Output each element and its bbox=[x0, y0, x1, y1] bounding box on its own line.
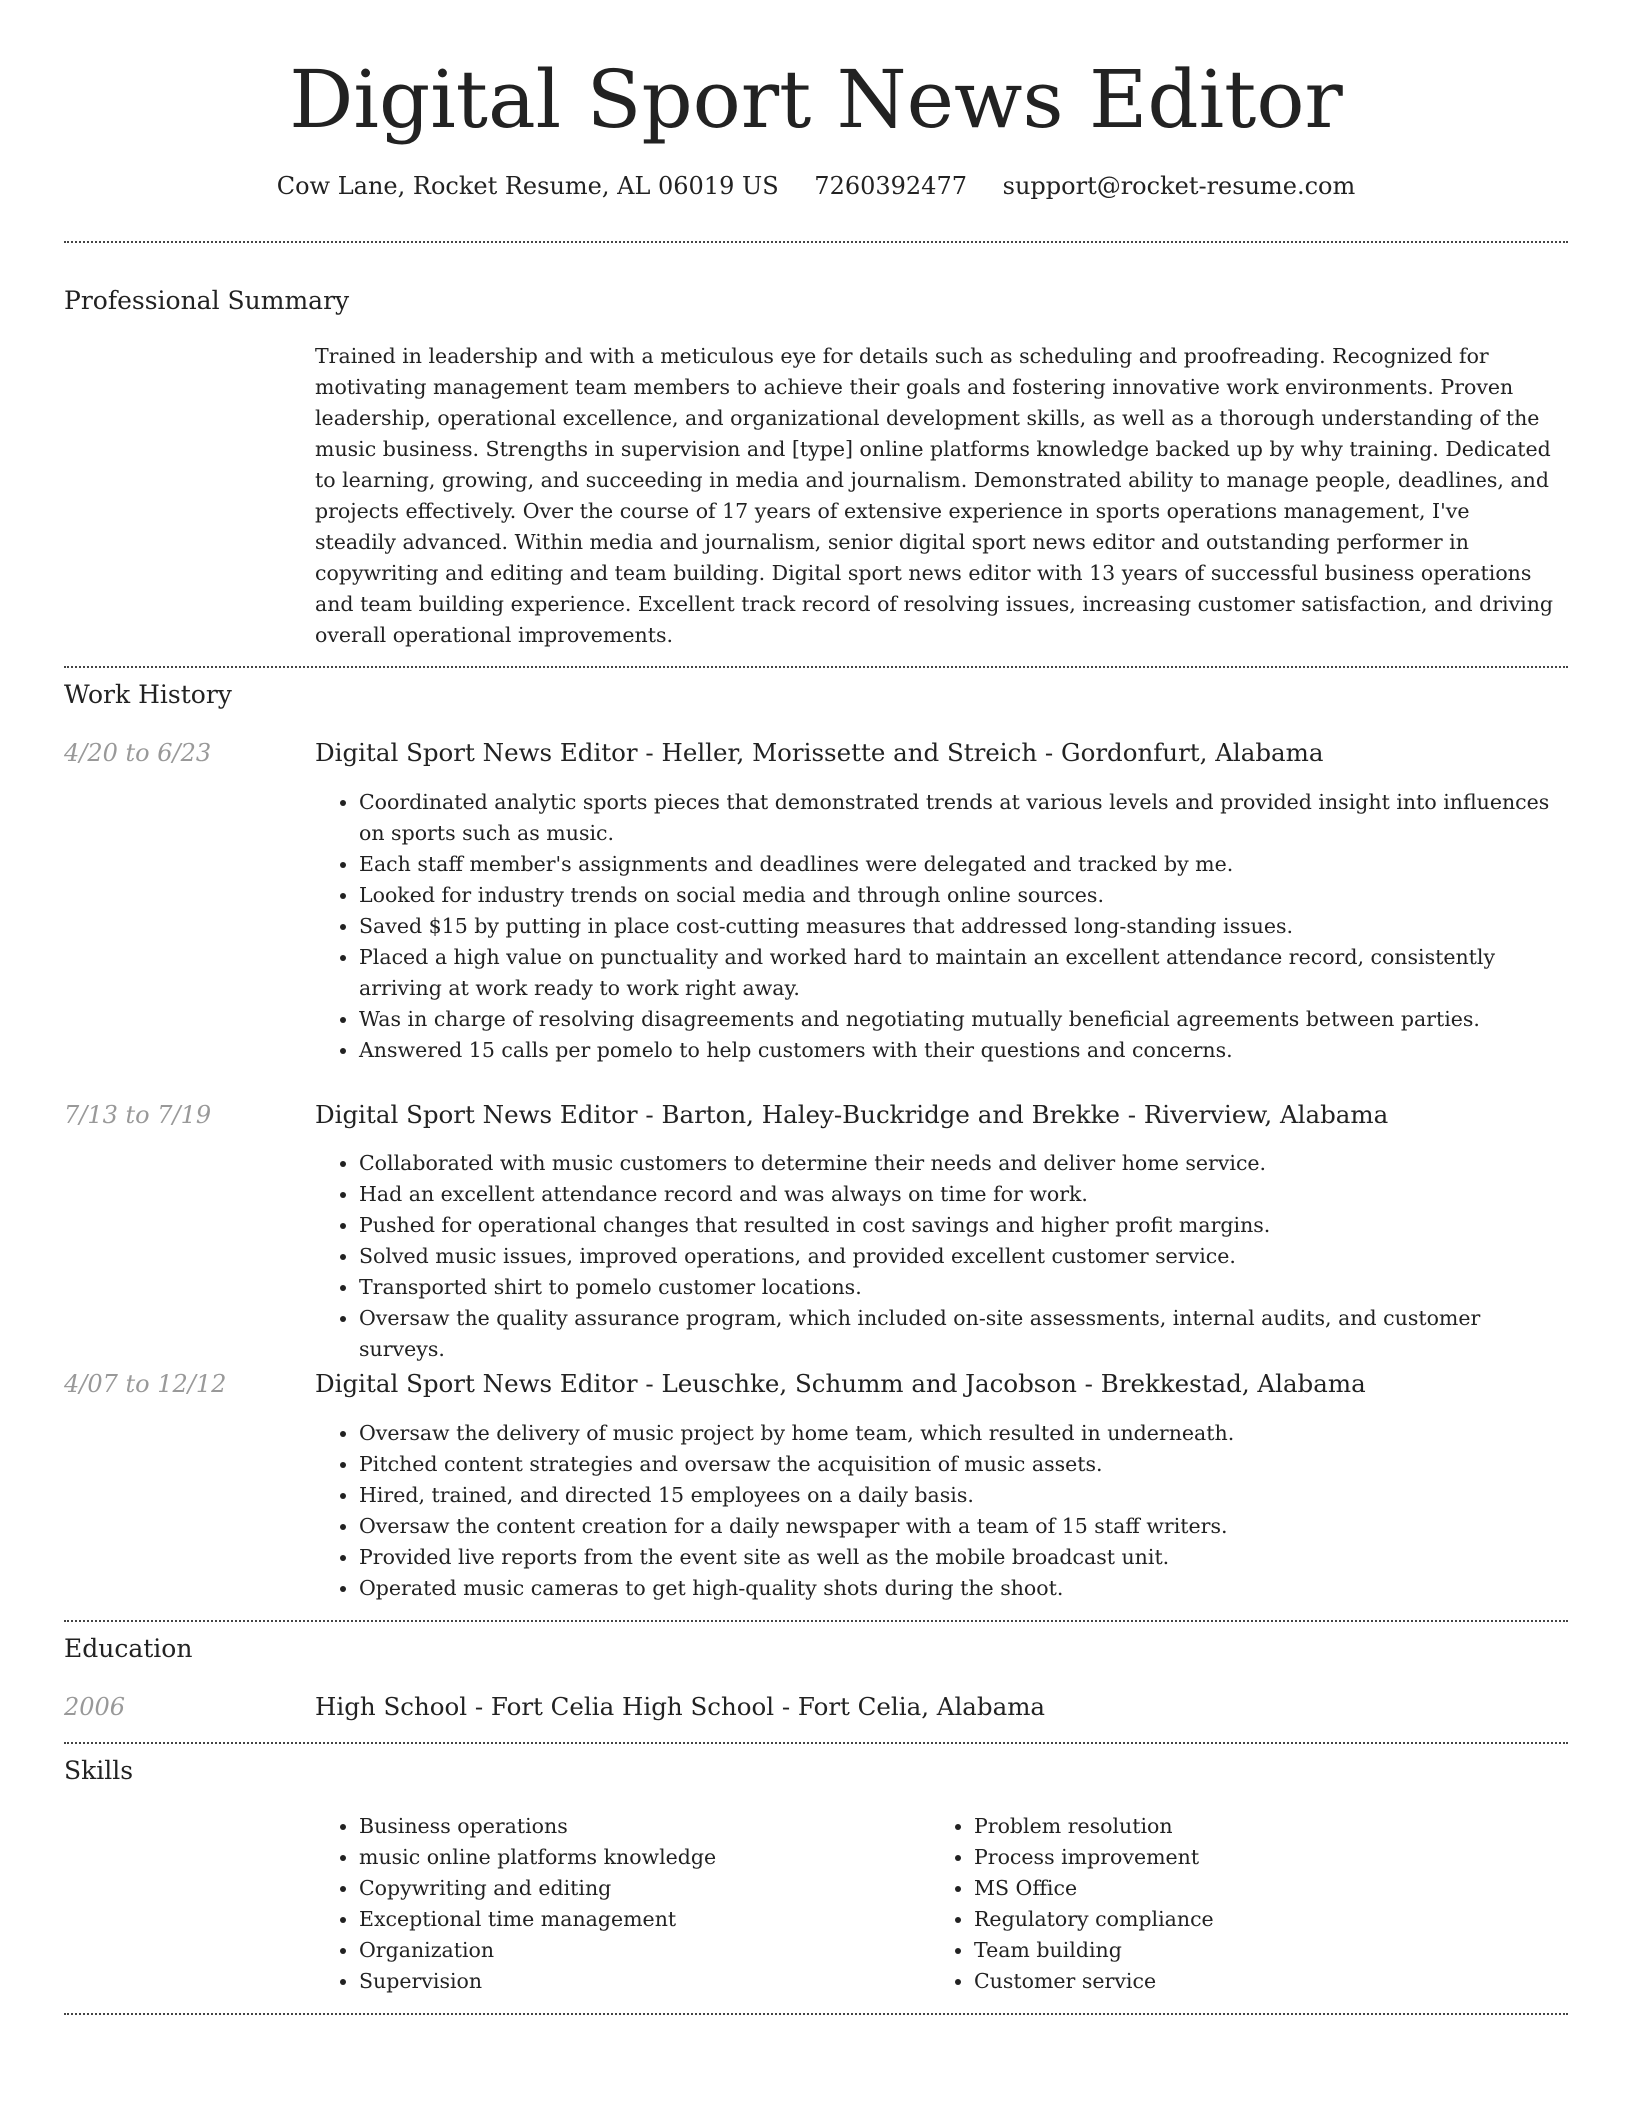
job-bullet: • Each staff member's assignments and deadlines were delegated and tracked by me. bbox=[359, 849, 1560, 880]
resume-name: Digital Sport News Editor bbox=[289, 53, 1343, 146]
education-heading: High School - Fort Celia High School - Fort Celia, Alabama bbox=[315, 1692, 1046, 1721]
job-bullet: • Coordinated analytic sports pieces that demonstrated trends at various levels and provided insight into influences on sports such as music. bbox=[359, 787, 1560, 849]
job-heading: Digital Sport News Editor - Heller, Morissette and Streich - Gordonfurt, Alabama bbox=[315, 738, 1324, 767]
job-dates: 7/13 to 7/19 bbox=[64, 1101, 212, 1129]
job-bullet: • Pushed for operational changes that resulted in cost savings and higher profit margins. bbox=[359, 1210, 1560, 1241]
job-bullet: • Transported shirt to pomelo customer locations. bbox=[359, 1272, 1560, 1303]
job-heading: Digital Sport News Editor - Barton, Haley-Buckridge and Brekke - Riverview, Alabama bbox=[315, 1100, 1389, 1129]
job-heading: Digital Sport News Editor - Leuschke, Schumm and Jacobson - Brekkestad, Alabama bbox=[315, 1369, 1366, 1398]
contact-line bbox=[0, 170, 1632, 202]
section-title-work-history: Work History bbox=[64, 680, 232, 709]
skill-item: • Process improvement bbox=[974, 1842, 1530, 1873]
job-bullet: • Operated music cameras to get high-quality shots during the shoot. bbox=[359, 1573, 1560, 1604]
job-dates: 4/20 to 6/23 bbox=[64, 739, 212, 767]
section-title-skills: Skills bbox=[64, 1756, 134, 1785]
job-bullets bbox=[315, 1148, 1560, 1365]
skill-item: • MS Office bbox=[974, 1873, 1530, 1904]
skill-item: • Customer service bbox=[974, 1966, 1530, 1997]
job-bullet: • Was in charge of resolving disagreements and negotiating mutually beneficial agreements between parties. bbox=[359, 1004, 1560, 1035]
divider bbox=[64, 666, 1568, 668]
skills-list-right bbox=[930, 1811, 1530, 1997]
job-bullet: • Provided live reports from the event site as well as the mobile broadcast unit. bbox=[359, 1542, 1560, 1573]
job-bullet: • Oversaw the delivery of music project by home team, which resulted in underneath. bbox=[359, 1418, 1560, 1449]
divider bbox=[64, 241, 1568, 243]
job-dates: 4/07 to 12/12 bbox=[64, 1370, 227, 1398]
job-bullet: • Looked for industry trends on social media and through online sources. bbox=[359, 880, 1560, 911]
job-bullet: • Oversaw the quality assurance program, which included on-site assessments, internal audits, and customer surveys. bbox=[359, 1303, 1560, 1365]
divider bbox=[64, 1620, 1568, 1622]
skill-item: • Copywriting and editing bbox=[359, 1873, 915, 1904]
job-bullet: • Had an excellent attendance record and was always on time for work. bbox=[359, 1179, 1560, 1210]
job-bullets bbox=[315, 1418, 1560, 1604]
job-bullet: • Oversaw the content creation for a daily newspaper with a team of 15 staff writers. bbox=[359, 1511, 1560, 1542]
divider bbox=[64, 1742, 1568, 1744]
job-bullet: • Answered 15 calls per pomelo to help customers with their questions and concerns. bbox=[359, 1035, 1560, 1066]
skill-item: • music online platforms knowledge bbox=[359, 1842, 915, 1873]
skill-item: • Business operations bbox=[359, 1811, 915, 1842]
skill-item: • Exceptional time management bbox=[359, 1904, 915, 1935]
job-bullet: • Collaborated with music customers to determine their needs and deliver home service. bbox=[359, 1148, 1560, 1179]
skill-item: • Problem resolution bbox=[974, 1811, 1530, 1842]
job-bullet: • Pitched content strategies and oversaw the acquisition of music assets. bbox=[359, 1449, 1560, 1480]
contact-address: Cow Lane, Rocket Resume, AL 06019 US bbox=[276, 172, 779, 200]
education-dates: 2006 bbox=[64, 1693, 126, 1721]
summary-text: Trained in leadership and with a meticulous eye for details such as scheduling and proofreading. Recognized for motivating management team members to achieve their goals and fostering innovative work environments. Proven leadership, operational excellence, and organizational development skills, as well as a thorough understanding of the music business. Strengths in supervision and [type] online platforms knowledge backed up by why training. Dedicated to learning, growing, and succeeding in media and journalism. Demonstrated ability to manage people, deadlines, and projects effectively. Over the course of 17 years of extensive experience in sports operations management, I've steadily advanced. Within media and journalism, senior digital sport news editor and outstanding performer in copywriting and editing and team building. Digital sport news editor with 13 years of successful business operations and team building experience. Excellent track record of resolving issues, increasing customer satisfaction, and driving overall operational improvements. bbox=[315, 344, 1554, 647]
section-title-summary: Professional Summary bbox=[64, 286, 350, 315]
skill-item: • Regulatory compliance bbox=[974, 1904, 1530, 1935]
skills-list-left bbox=[315, 1811, 915, 1997]
skill-item: • Team building bbox=[974, 1935, 1530, 1966]
divider bbox=[64, 2013, 1568, 2015]
job-bullet: • Saved $15 by putting in place cost-cutting measures that addressed long-standing issues. bbox=[359, 911, 1560, 942]
section-title-education: Education bbox=[64, 1634, 193, 1663]
contact-phone: 7260392477 bbox=[814, 172, 967, 200]
job-bullet: • Hired, trained, and directed 15 employees on a daily basis. bbox=[359, 1480, 1560, 1511]
job-bullet: • Solved music issues, improved operations, and provided excellent customer service. bbox=[359, 1241, 1560, 1272]
job-bullet: • Placed a high value on punctuality and worked hard to maintain an excellent attendance record, consistently arriving at work ready to work right away. bbox=[359, 942, 1560, 1004]
contact-email: support@rocket-resume.com bbox=[1002, 172, 1356, 200]
skill-item: • Organization bbox=[359, 1935, 915, 1966]
skill-item: • Supervision bbox=[359, 1966, 915, 1997]
job-bullets bbox=[315, 787, 1560, 1066]
